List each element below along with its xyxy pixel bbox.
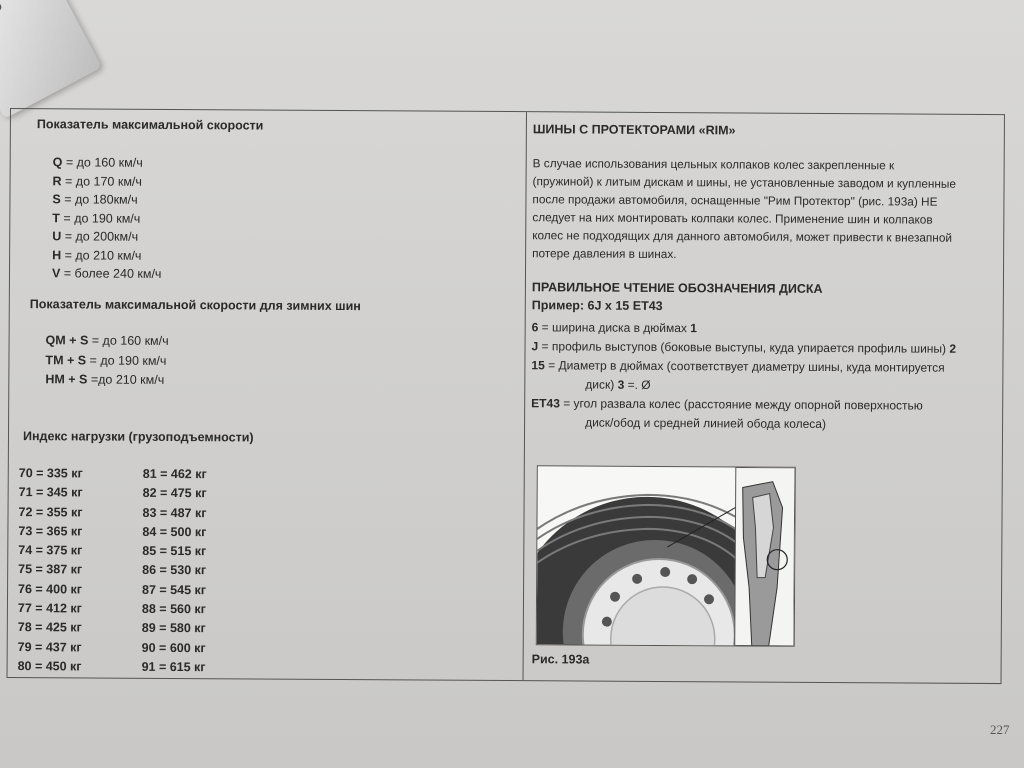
- winter-item: [45, 351, 168, 371]
- speed-code: S: [52, 192, 61, 207]
- speed-code: Q: [52, 155, 63, 170]
- figure-caption: Рис. 193а: [531, 652, 590, 667]
- speed-code: T: [52, 210, 61, 225]
- load-cell: 72 = 355 кг: [18, 504, 83, 520]
- winter-item: [45, 370, 168, 390]
- load-cell: 90 = 600 кг: [141, 640, 206, 655]
- disk-text: диск): [585, 377, 618, 392]
- rim-paragraph: [532, 154, 998, 265]
- content-frame: [7, 108, 1005, 684]
- disk-line-cont: [531, 413, 1001, 435]
- speed-title: Показатель максимальной скорости: [36, 117, 264, 133]
- disk-ref: 3: [617, 377, 625, 392]
- tire-figure: [536, 465, 796, 647]
- speed-item: [52, 227, 162, 246]
- disk-text: диск/обод и средней линией обода колеса): [585, 415, 827, 431]
- speed-item: [52, 209, 162, 228]
- speed-code: R: [52, 173, 62, 188]
- tire-illustration: [537, 466, 795, 646]
- disk-ref: 1: [690, 321, 698, 336]
- load-cell: 71 = 345 кг: [18, 485, 83, 500]
- speed-item: [52, 264, 162, 283]
- speed-code: H: [52, 247, 62, 262]
- load-row: [18, 638, 262, 659]
- load-cell: 73 = 365 кг: [18, 523, 83, 539]
- page-number: 227: [990, 722, 1010, 737]
- speed-code: V: [51, 266, 61, 281]
- winter-title: Показатель максимальной скорости для зимних шин: [29, 297, 361, 314]
- load-cell: 75 = 387 кг: [18, 562, 83, 577]
- speed-text: = более 240 км/ч: [60, 266, 162, 281]
- disk-key: 6: [531, 320, 539, 335]
- speed-text: = до 190 км/ч: [59, 210, 141, 226]
- speed-code: U: [52, 229, 62, 244]
- speed-text: = до 180км/ч: [60, 192, 138, 207]
- winter-text: = до 190 км/ч: [86, 352, 167, 368]
- speed-text: = до 210 км/ч: [61, 247, 142, 263]
- disk-key: J: [531, 339, 539, 354]
- load-cell: 91 = 615 кг: [141, 659, 206, 675]
- rim-line: после продажи автомобиля, оснащенные "Рим Протектор" (рис. 193а) НЕ: [532, 192, 938, 209]
- winter-code: QM + S: [45, 333, 89, 348]
- load-cell: 83 = 487 кг: [142, 505, 207, 520]
- load-cell: 85 = 515 кг: [142, 544, 207, 559]
- winter-code: HM + S: [45, 372, 88, 387]
- load-row: [18, 657, 262, 678]
- load-cell: 82 = 475 кг: [142, 486, 207, 501]
- load-cell: 88 = 560 кг: [141, 601, 206, 617]
- load-index-title: Индекс нагрузки (грузоподъемности): [22, 429, 254, 445]
- load-cell: 70 = 335 кг: [18, 466, 83, 481]
- load-index-table: [18, 464, 263, 678]
- load-cell: 74 = 375 кг: [18, 543, 83, 558]
- load-cell: 81 = 462 кг: [142, 466, 207, 482]
- rim-line: (пружиной) к литым дискам и шины, не установленные заводом и купленные: [532, 174, 957, 191]
- winter-code: TM + S: [45, 352, 87, 367]
- disk-text: = Диаметр в дюймах (соответствует диаметру шины, куда монтируется: [544, 358, 945, 375]
- load-cell: 89 = 580 кг: [141, 621, 206, 636]
- load-cell: 87 = 545 кг: [142, 582, 207, 597]
- load-cell: 79 = 437 кг: [17, 639, 82, 655]
- load-row: [19, 464, 263, 485]
- rim-line: потере давления в шинах.: [532, 246, 677, 262]
- load-row: [18, 541, 262, 562]
- speed-item: [52, 246, 162, 265]
- load-row: [18, 503, 262, 524]
- left-column: [8, 109, 526, 680]
- rim-line: колес не подходящих для данного автомобиля, может привести к внезапной: [532, 228, 953, 245]
- rim-title: ШИНЫ С ПРОТЕКТОРАМИ «RIM»: [532, 122, 736, 138]
- disk-text: = профиль выступов (боковые выступы, куда упирается профиль шины): [538, 339, 950, 356]
- right-column: [524, 112, 1004, 683]
- disk-key: ET43: [531, 396, 560, 411]
- speed-item: [52, 172, 162, 191]
- corner-object: [0, 0, 102, 119]
- rim-line: следует на них монтировать колпаки колес. Применение шин и колпаков: [532, 210, 933, 227]
- corner-dot: [0, 2, 3, 13]
- load-cell: 77 = 412 кг: [17, 601, 82, 616]
- disk-text: = угол развала колес (расстояние между опорной поверхностью: [559, 396, 923, 413]
- speed-text: = до 160 км/ч: [62, 155, 143, 170]
- winter-item: [46, 331, 169, 351]
- speed-text: = до 200км/ч: [61, 229, 139, 244]
- load-row: [18, 599, 262, 620]
- disk-text: = ширина диска в дюймах: [538, 320, 691, 336]
- load-cell: 86 = 530 кг: [142, 563, 207, 578]
- load-row: [18, 618, 262, 639]
- disk-example: Пример: 6J x 15 ET43: [531, 298, 663, 313]
- speed-list: [52, 153, 162, 283]
- winter-text: = до 160 км/ч: [88, 333, 169, 348]
- load-row: [19, 483, 263, 504]
- disk-ref: 2: [949, 341, 957, 356]
- disk-text: =. Ø: [624, 377, 651, 392]
- load-row: [18, 580, 262, 601]
- load-cell: 76 = 400 кг: [18, 581, 83, 597]
- disk-title: ПРАВИЛЬНОЕ ЧТЕНИЕ ОБОЗНАЧЕНИЯ ДИСКА: [531, 280, 823, 296]
- disk-key: 15: [531, 358, 545, 373]
- speed-item: [52, 190, 162, 209]
- speed-item: [53, 153, 163, 172]
- speed-text: = до 170 км/ч: [61, 173, 142, 189]
- load-cell: 80 = 450 кг: [17, 659, 82, 674]
- load-row: [18, 522, 262, 543]
- load-cell: 78 = 425 кг: [17, 620, 82, 635]
- load-cell: 84 = 500 кг: [142, 524, 207, 540]
- winter-text: =до 210 км/ч: [87, 372, 165, 387]
- rim-line: В случае использования цельных колпаков колес закрепленные к: [532, 156, 895, 173]
- winter-list: [45, 331, 168, 390]
- load-row: [18, 561, 262, 582]
- disk-legend: [531, 318, 1002, 435]
